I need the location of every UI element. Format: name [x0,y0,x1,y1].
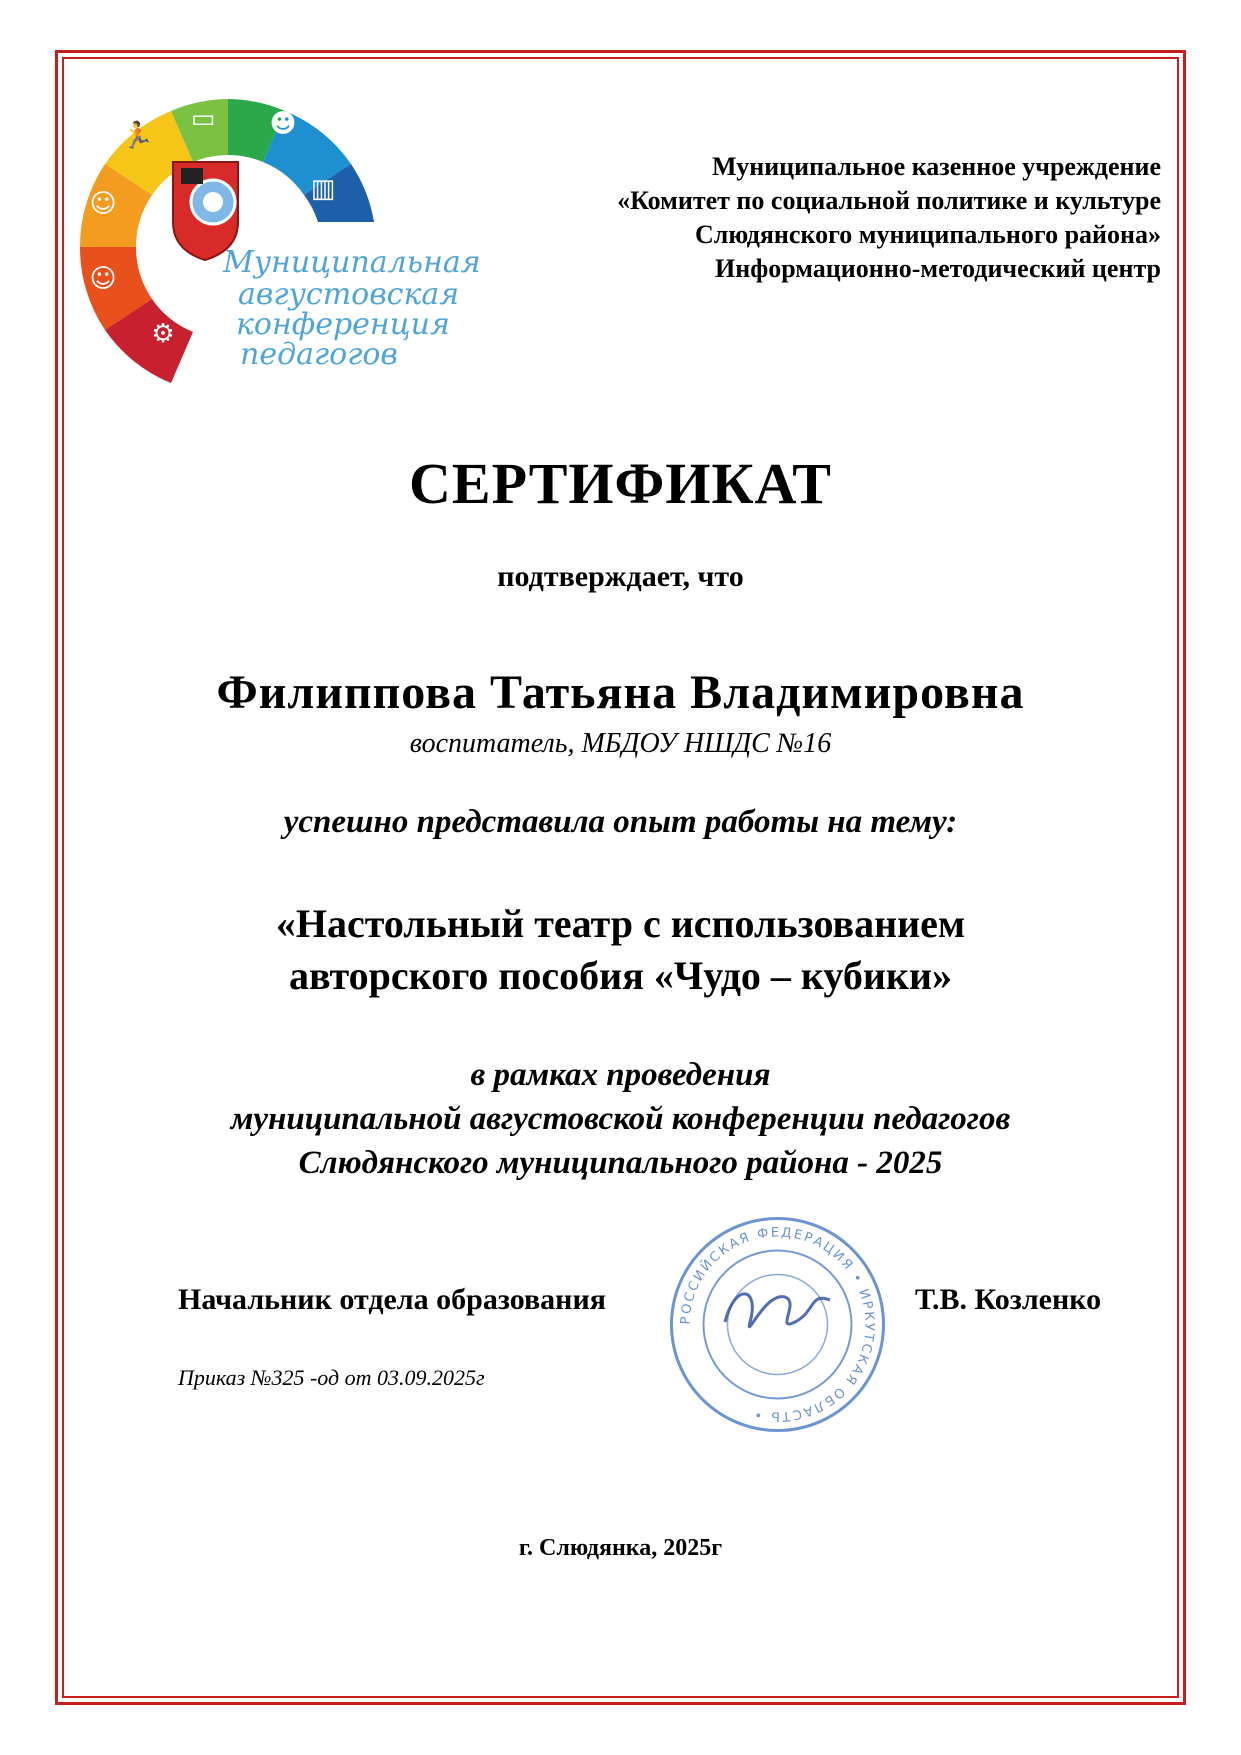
students-icon: ☺ [89,264,117,294]
chief-name: Т.В. Козленко [915,1283,1102,1316]
recipient-name: Филиппова Татьяна Владимировна [216,666,1025,719]
event-frame-line-2: муниципальной августовской конференции педагогов [230,1101,1011,1137]
book-icon: ▥ [310,174,336,204]
event-frame-line-1: в рамках проведения [470,1057,771,1093]
organization-line-2: «Комитет по социальной политике и культуре [617,186,1161,215]
city-year: г. Слюдянка, 2025г [518,1535,723,1561]
stamp-ring-text: РОССИЙСКАЯ ФЕДЕРАЦИЯ • ИРКУТСКАЯ ОБЛАСТЬ • [678,1225,877,1424]
order-reference: Приказ №325 -од от 03.09.2025г [178,1365,485,1390]
official-stamp [665,1212,890,1437]
people-group-icon: ☻ [269,109,297,139]
teacher-gear-icon: ⚙ [151,319,175,349]
topic-line-1: «Настольный театр с использованием [275,901,966,946]
chief-label: Начальник отдела образования [178,1283,606,1316]
certificate-title: СЕРТИФИКАТ [409,451,832,516]
signature-scribble [725,1294,830,1327]
computer-icon: ▭ [190,104,216,134]
recipient-position: воспитатель, МБДОУ НШДС №16 [409,728,832,759]
presented-text: успешно представила опыт работы на тему: [283,804,958,840]
topic-block [0,898,1241,1002]
organization-header [617,150,1161,286]
event-frame-block [0,1053,1241,1185]
event-frame-line-3: Слюдянского муниципального района - 2025 [298,1145,943,1181]
organization-line-4: Информационно-методический центр [715,254,1161,283]
confirms-text: подтверждает, что [497,560,744,593]
logo-caption-line-2: августовская [238,277,460,312]
logo-caption-line-3: конференция [236,307,450,342]
logo-caption-line-4: педагогов [240,337,398,372]
topic-line-2: авторского пособия «Чудо – кубики» [288,953,953,998]
conference-logo [78,72,518,432]
runner-icon: 🏃 [121,121,155,151]
family-icon: ☺ [89,189,117,219]
organization-line-3: Слюдянского муниципального района» [694,220,1161,249]
logo-caption-line-1: Муниципальная [223,245,481,280]
organization-line-1: Муниципальное казенное учреждение [712,152,1161,181]
svg-text:РОССИЙСКАЯ ФЕДЕРАЦИЯ • ИРКУТСК [678,1225,876,1423]
